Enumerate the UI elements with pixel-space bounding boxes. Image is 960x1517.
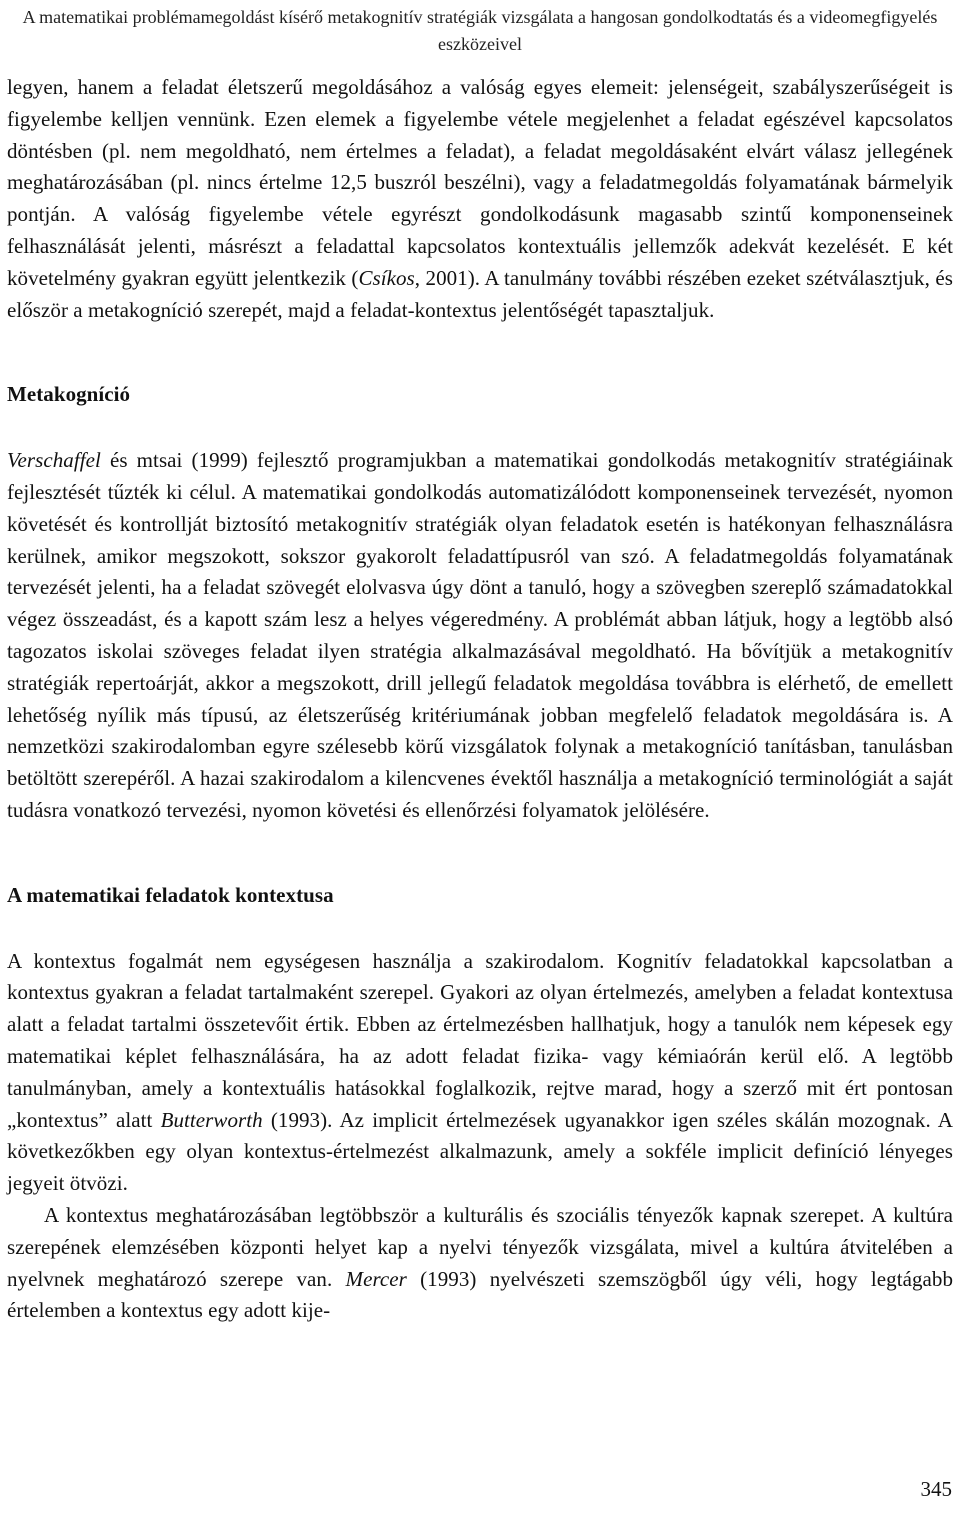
kontextus2-text-b: (1993) nyelvészeti szemszögből úgy véli, hogy legtágabb értelemben a kontextus egy adott kije- (7, 1266, 954, 1323)
body-text (7, 72, 953, 1327)
kontextus-paragraph-2 (7, 1200, 953, 1327)
kontextus-paragraph-1 (7, 946, 953, 1200)
citation-mercer: Mercer (345, 1266, 407, 1291)
page-number: 345 (920, 1477, 952, 1501)
section-heading-kontextus: A matematikai feladatok kontextusa (7, 882, 334, 907)
citation-verschaffel: Verschaffel (7, 448, 101, 473)
intro-paragraph (7, 72, 953, 326)
metakognicio-paragraph (7, 445, 953, 827)
intro-text-b: , 2001). A tanulmány további részében ezeket szétválasztjuk, és először a metakogníció szerepét, majd a feladat-kontextus jelentőségét tapasztaljuk. (7, 265, 953, 322)
citation-butterworth: Butterworth (160, 1107, 263, 1132)
kontextus2-text-a: A kontextus meghatározásában legtöbbször a kulturális és szociális tényezők kapnak szerepet. A kultúra szerepének elemzésében központi helyet kap a nyelvi tényezők vizsgálata, mivel a kultúra átvitelében a nyelvnek meghatározó szerepe van. (7, 1202, 953, 1291)
running-header: A matematikai problémamegoldást kísérő metakognitív stratégiák vizsgálata a hangosan gondolkodtatás és a videomegfigyelés eszközeivel (22, 7, 938, 54)
intro-text-a: legyen, hanem a feladat életszerű megoldásához a valóság egyes elemeit: jelenségeit, szabályszerűségeit is figyelembe kelljen vennünk. Ezen elemek a figyelembe vétele megjelenhet a feladat egészével kapcsolatos döntésben (pl. nem megoldható, nem értelmes a feladat), a feladat megoldásaként elvárt válasz jellegének meghatározásában (pl. nincs értelme 12,5 buszról beszélni), vagy a feladatmegoldás folyamatának bármelyik pontján. A valóság figyelembe vétele egyrészt gondolkodásunk magasabb szintű komponenseinek felhasználását jelenti, másrészt a feladattal kapcsolatos kontextuális jellemzők adekvát kezelését. E két követelmény gyakran együtt jelentkezik ( (7, 75, 953, 290)
kontextus-text-b: (1993). Az implicit értelmezések ugyanakkor igen széles skálán mozognak. A következőkben egy olyan kontextus-értelmezést alkalmazunk, amely a sokféle implicit definíció lényeges jegyeit ötvözi. (7, 1107, 953, 1196)
kontextus-text-a: A kontextus fogalmát nem egységesen használja a szakirodalom. Kognitív feladatokkal kapcsolatban a kontextus gyakran a feladat tartalmaként szerepel. Gyakori az olyan értelmezés, amelyben a feladat kontextusa alatt a feladat tartalmi összetevőit értik. Ebben az értelmezésben hallhatjuk, hogy a tanulók nem képesek egy matematikai képlet felhasználására, ha az adott feladat fizika- vagy kémiaórán kerül elő. A legtöbb tanulmányban, amely a kontextuális hatásokkal foglalkozik, rejtve marad, hogy a szerző mit ért pontosan „kontextus” alatt (7, 948, 953, 1132)
section-heading-metakognicio: Metakogníció (7, 382, 131, 407)
citation-csikos: Csíkos (358, 265, 415, 290)
metakognicio-text: és mtsai (1999) fejlesztő programjukban a matematikai gondolkodás metakognitív stratégiáinak fejlesztését tűzték ki célul. A matematikai gondolkodás automatizálódott komponenseinek tervezését, nyomon követését és kontrollját biztosító metakognitív stratégiák olyan feladatok esetén is hatékonyan felhasználásra kerülnek, amikor megszokott, sokszor gyakorolt feladattípusról van szó. A feladatmegoldás folyamatának tervezését jelenti, ha a feladat szövegét elolvasva úgy dönt a tanuló, hogy a szövegben szereplő számadatokkal végez összeadást, és a kapott szám lesz a helyes végeredmény. A problémát abban látjuk, hogy a legtöbb alsó tagozatos iskolai szöveges feladat ilyen stratégia alkalmazásával megoldható. Ha bővítjük a metakognitív stratégiák repertoárját, akkor a megszokott, drill jellegű feladatok megoldása továbbra is elérhető, de emellett lehetőség nyílik más típusú, az életszerűség kritériumának jobban megfelelő feladatok megoldására is. A nemzetközi szakirodalomban egyre szélesebb körű vizsgálatok folynak a metakogníció tanításban, tanulásban betöltött szerepéről. A hazai szakirodalom a kilencvenes évektől használja a metakogníció terminológiát a saját tudásra vonatkozó tervezési, nyomon követési és ellenőrzési folyamatok jelölésére. (7, 448, 953, 822)
